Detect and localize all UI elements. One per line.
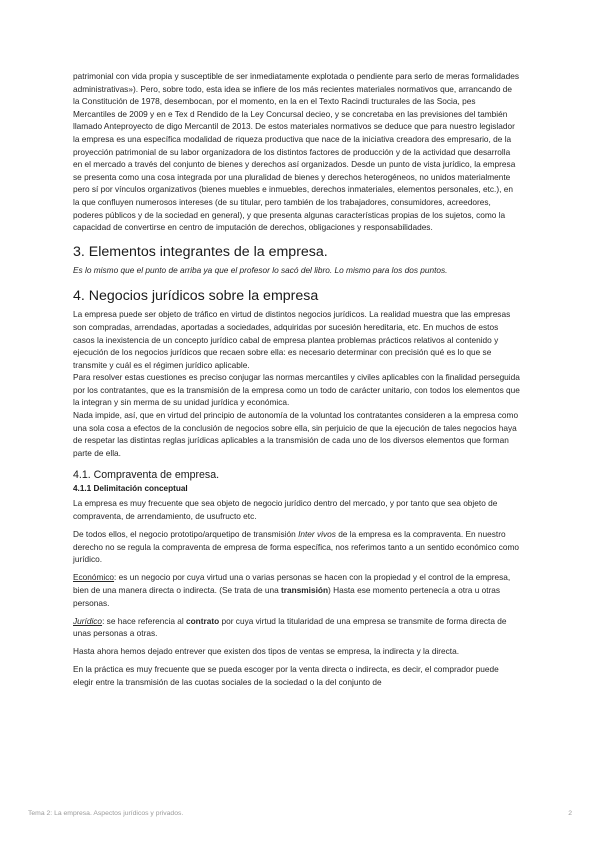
section-4-line-1: La empresa puede ser objeto de tráfico en virtud de distintos negocios jurídicos. La realidad muestra que las empresas son compradas, arrendadas, aportadas a sociedades, adquiridas por sucesión hereditaria, etc. En muchos de estos casos la inexistencia de un concepto jurídico cabal de empresa plantea problemas prácticos relativos al contenido y ejecución de los negocios jurídicos que recaen sobre ella: es necesario determinar con precisión qué es lo que se transmite y cuál es el régimen jurídico aplicable. xyxy=(73,309,511,370)
economico-term: Económico xyxy=(73,572,115,583)
juridico-term: Jurídico xyxy=(73,615,103,626)
section-4-heading: 4. Negocios jurídicos sobre la empresa xyxy=(73,288,319,305)
transmision-bold: transmisión xyxy=(281,585,329,595)
compraventa-paragraph-juridico xyxy=(73,615,520,640)
p3-text-after: ) Hasta ese momento pertenecía a otra u otras personas. xyxy=(73,585,501,608)
page-content xyxy=(73,70,520,689)
p3-text-before: : es un negocio por cuya virtud una o varias personas se hacen con la propiedad y el control de la empresa, bien de una manera directa o indirecta. (Se trata de una xyxy=(73,572,511,595)
compraventa-paragraph-5: Hasta ahora hemos dejado entrever que existen dos tipos de ventas se empresa, la indirecta y la directa. xyxy=(73,646,460,657)
p2-text-before: De todos ellos, el negocio prototipo/arquetipo de transmisión xyxy=(73,529,299,540)
page-footer xyxy=(28,810,572,817)
p4-text-before: : se hace referencia al xyxy=(102,615,186,626)
section-3-note: Es lo mismo que el punto de arriba ya que el profesor lo sacó del libro. Lo mismo para los dos puntos. xyxy=(73,264,448,275)
section-4-line-3: Nada impide, así, que en virtud del principio de autonomía de la voluntad los contratantes consideren a la empresa como una sola cosa a efectos de la conclusión de negocios sobre ella, sin perjuicio de que la ejecución de tales negocios haya de respetar las distintas reglas jurídicas aplicables a la transmisión de cada uno de los diversos elementos que forman parte de ella. xyxy=(73,410,519,458)
compraventa-paragraph-1: La empresa es muy frecuente que sea objeto de negocio jurídico dentro del mercado, y por tanto que sea objeto de compraventa, de arrendamiento, de usufructo etc. xyxy=(73,498,498,522)
compraventa-paragraph-6: En la práctica es muy frecuente que se pueda escoger por la venta directa o indirecta, es decir, el comprador puede elegir entre la transmisión de las cuotas sociales de la sociedad o la del conjunto de xyxy=(73,664,499,688)
p2-text-after: de la empresa es la compraventa. En nuestro derecho no se regula la compraventa de empresa de forma específica, nos referimos tanto a un sentido económico como jurídico. xyxy=(73,529,519,565)
intro-paragraph: patrimonial con vida propia y susceptible de ser inmediatamente explotada o pendiente para serlo de meras formalidades administrativas»). Pero, sobre todo, esta idea se infiere de los más recientes materiales normativos que, arrancando de la Constitución de 1978, desembocan, por el momento, en la en el Texto Racindi tructurales de las Socia, pes Mercantiles de 2009 y en e Tex d Rendido de la Ley Concursal decieo, y se concretaba en las previsiones del también llamado Anteproyecto de digo Mercantil de 2013. De estos materiales normativos se deduce que para nuestro legislador la empresa es una específica modalidad de riqueza productiva que nace de la iniciativa creadora des empresario, de la proyección patrimonial de su labor organizadora de los distintos factores de producción y de la actividad que desarrolla en el mercado a través del conjunto de bienes y derechos así organizados. Desde un punto de vista jurídico, la empresa se presenta como una cosa integrada por una pluralidad de bienes y derechos heterogéneos, no unidos materialmente pero sí por vínculos organizativos (bienes muebles e inmuebles, derechos inmateriales, elementos personales, etc.), en la que confluyen numerosos intereses (de su titular, pero también de los trabajadores, consumidores, acreedores, poderes públicos y de la sociedad en general), y que presenta algunas características propias de los sujetos, como la capacidad de convertirse en centro de imputación de derechos, obligaciones y responsabilidades. xyxy=(73,71,519,233)
section-4-1-1-heading: 4.1.1 Delimitación conceptual xyxy=(73,484,188,494)
compraventa-paragraph-2 xyxy=(73,528,520,566)
p2-inter-vivos: Inter vivos xyxy=(298,529,336,540)
footer-title: Tema 2: La empresa. Aspectos jurídicos y privados. xyxy=(28,810,184,817)
section-4-1-heading: 4.1. Compraventa de empresa. xyxy=(73,469,220,482)
compraventa-paragraph-economico xyxy=(73,571,520,609)
contrato-bold: contrato xyxy=(186,615,220,626)
p4-text-after: por cuya virtud la titularidad de una empresa se transmite de forma directa de unas personas a otras. xyxy=(73,615,507,639)
section-4-line-2: Para resolver estas cuestiones es preciso conjugar las normas mercantiles y civiles aplicables con la finalidad perseguida por los contratantes, que es la transmisión de la empresa como un todo de carácter unitario, con todos los elementos que la integran y sin merma de su unidad jurídica y económica. xyxy=(73,372,520,408)
section-3-heading: 3. Elementos integrantes de la empresa. xyxy=(73,243,328,260)
page-number: 2 xyxy=(568,810,572,817)
